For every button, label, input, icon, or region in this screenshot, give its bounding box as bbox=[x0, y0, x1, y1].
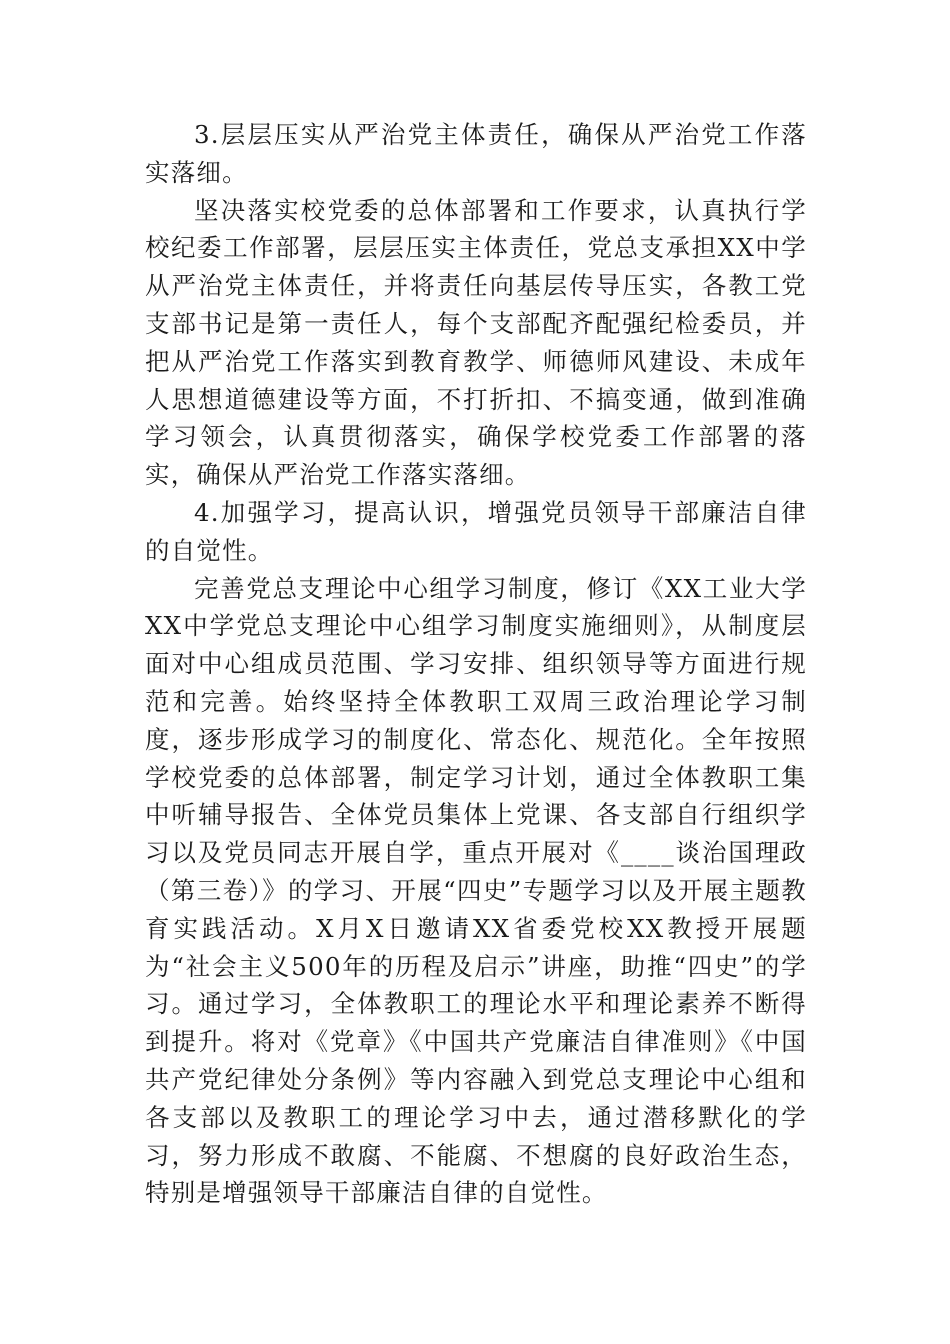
body-paragraph-study: 完善党总支理论中心组学习制度，修订《XX工业大学XX中学党总支理论中心组学习制度实施细则》，从制度层面对中心组成员范围、学习安排、组织领导等方面进行规范和完善。始终坚持全体教职工双周三政治理论学习制度，逐步形成学习的制度化、常态化、规范化。全年按照学校党委的总体部署，制定学习计划，通过全体教职工集中听辅导报告、全体党员集体上党课、各支部自行组织学习以及党员同志开展自学，重点开展对《____谈治国理政（第三卷）》的学习、开展“四史”专题学习以及开展主题教育实践活动。X月X日邀请XX省委党校XX教授开展题为“社会主义500年的历程及启示”讲座，助推“四史”的学习。通过学习，全体教职工的理论水平和理论素养不断得到提升。将对《党章》《中国共产党廉洁自律准则》《中国共产党纪律处分条例》等内容融入到党总支理论中心组和各支部以及教职工的理论学习中去，通过潜移默化的学习，努力形成不敢腐、不能腐、不想腐的良好政治生态，特别是增强领导干部廉洁自律的自觉性。 bbox=[145, 573, 807, 1208]
document-body bbox=[145, 116, 807, 1212]
section-heading-3: 3.层层压实从严治党主体责任，确保从严治党工作落实落细。 bbox=[145, 120, 807, 187]
section-heading-4: 4.加强学习，提高认识，增强党员领导干部廉洁自律的自觉性。 bbox=[145, 497, 807, 565]
body-paragraph-responsibility: 坚决落实校党委的总体部署和工作要求，认真执行学校纪委工作部署，层层压实主体责任，党总支承担XX中学从严治党主体责任，并将责任向基层传导压实，各教工党支部书记是第一责任人，每个支部配齐配强纪检委员，并把从严治党工作落实到教育教学、师德师风建设、未成年人思想道德建设等方面，不打折扣、不搞变通，做到准确学习领会，认真贯彻落实，确保学校党委工作部署的落实，确保从严治党工作落实落细。 bbox=[145, 195, 807, 490]
